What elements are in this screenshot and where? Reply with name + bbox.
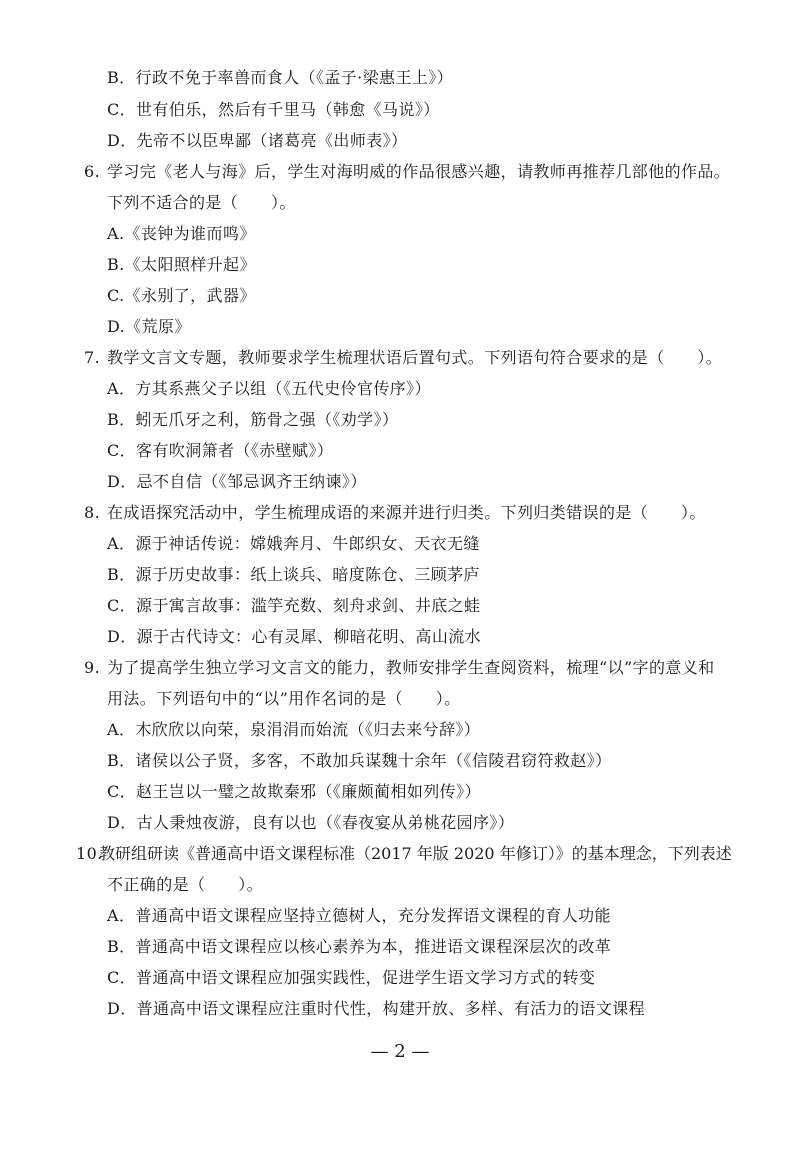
q9-option-b: B．诸侯以公子贤，多客，不敢加兵谋魏十余年（《信陵君窃符救赵》） [107,751,612,770]
q6-option-a: A.《丧钟为谁而鸣》 [107,224,256,243]
q6-stem-line1 [84,162,730,182]
q9-number: 9. [84,658,101,677]
q9-stem-line1 [84,658,715,678]
q5-option-c: C．世有伯乐，然后有千里马（韩愈《马说》） [107,100,440,119]
q8-option-b: B．源于历史故事：纸上谈兵、暗度陈仓、三顾茅庐 [107,565,480,584]
q9-option-d: D．古人秉烛夜游，良有以也（《春夜宴从弟桃花园序》） [107,813,515,832]
q10-option-d: D．普通高中语文课程应注重时代性，构建开放、多样、有活力的语文课程 [107,999,646,1018]
q8-option-a: A．源于神话传说：嫦娥奔月、牛郎织女、天衣无缝 [107,534,480,553]
q7-stem-text: 教学文言文专题，教师要求学生梳理状语后置句式。下列语句符合要求的是（ ）。 [107,348,723,367]
q10-stem-line2: 不正确的是（ ）。 [107,875,264,894]
q6-option-c: C.《永别了，武器》 [107,286,256,305]
q6-option-b: B.《太阳照样升起》 [107,255,256,274]
q7-number: 7. [84,348,101,367]
q5-option-b: B．行政不免于率兽而食人（《孟子·梁惠王上》） [107,68,454,87]
q10-option-a: A．普通高中语文课程应坚持立德树人，充分发挥语文课程的育人功能 [107,906,611,925]
q6-option-d: D.《荒原》 [107,317,191,336]
q8-stem-line1 [84,503,706,523]
q6-stem-text: 学习完《老人与海》后，学生对海明威的作品很感兴趣，请教师再推荐几部他的作品。 [107,162,731,181]
q10-option-c: C．普通高中语文课程应加强实践性，促进学生语文学习方式的转变 [107,968,596,987]
q9-stem-text: 为了提高学生独立学习文言文的能力，教师安排学生查阅资料，梳理“以”字的意义和 [107,658,715,677]
q8-option-d: D．源于古代诗文：心有灵犀、柳暗花明、高山流水 [107,627,482,646]
q7-option-a: A．方其系燕父子以组（《五代史伶官传序》） [107,379,431,398]
q7-option-d: D．忌不自信（《邹忌讽齐王纳谏》） [107,472,367,491]
q7-stem-line1 [84,348,722,368]
q5-option-d: D．先帝不以臣卑鄙（诸葛亮《出师表》） [107,131,408,150]
q6-number: 6. [84,162,101,181]
q8-number: 8. [84,503,101,522]
q7-option-b: B．蚓无爪牙之利，筋骨之强（《劝学》） [107,410,399,429]
q10-stem-line1 [76,844,732,864]
q10-option-b: B．普通高中语文课程应以核心素养为本，推进语文课程深层次的改革 [107,937,612,956]
q9-option-a: A．木欣欣以向荣，泉涓涓而始流（《归去来兮辞》） [107,720,481,739]
q10-number: 10. [76,844,103,863]
page-number: — 2 — [370,1041,430,1062]
q9-option-c: C．赵王岂以一璧之故欺秦邪（《廉颇蔺相如列传》） [107,782,481,801]
q8-stem-text: 在成语探究活动中，学生梳理成语的来源并进行归类。下列归类错误的是（ ）。 [107,503,706,522]
q7-option-c: C．客有吹洞箫者（《赤壁赋》） [107,441,334,460]
q10-stem-text: 教研组研读《普通高中语文课程标准（2017 年版 2020 年修订）》的基本理念，下列表述 [99,844,732,863]
q6-stem-line2: 下列不适合的是（ ）。 [107,193,296,212]
q9-stem-line2: 用法。下列语句中的“以”用作名词的是（ ）。 [107,689,461,708]
q8-option-c: C．源于寓言故事：滥竽充数、刻舟求剑、井底之蛙 [107,596,481,615]
